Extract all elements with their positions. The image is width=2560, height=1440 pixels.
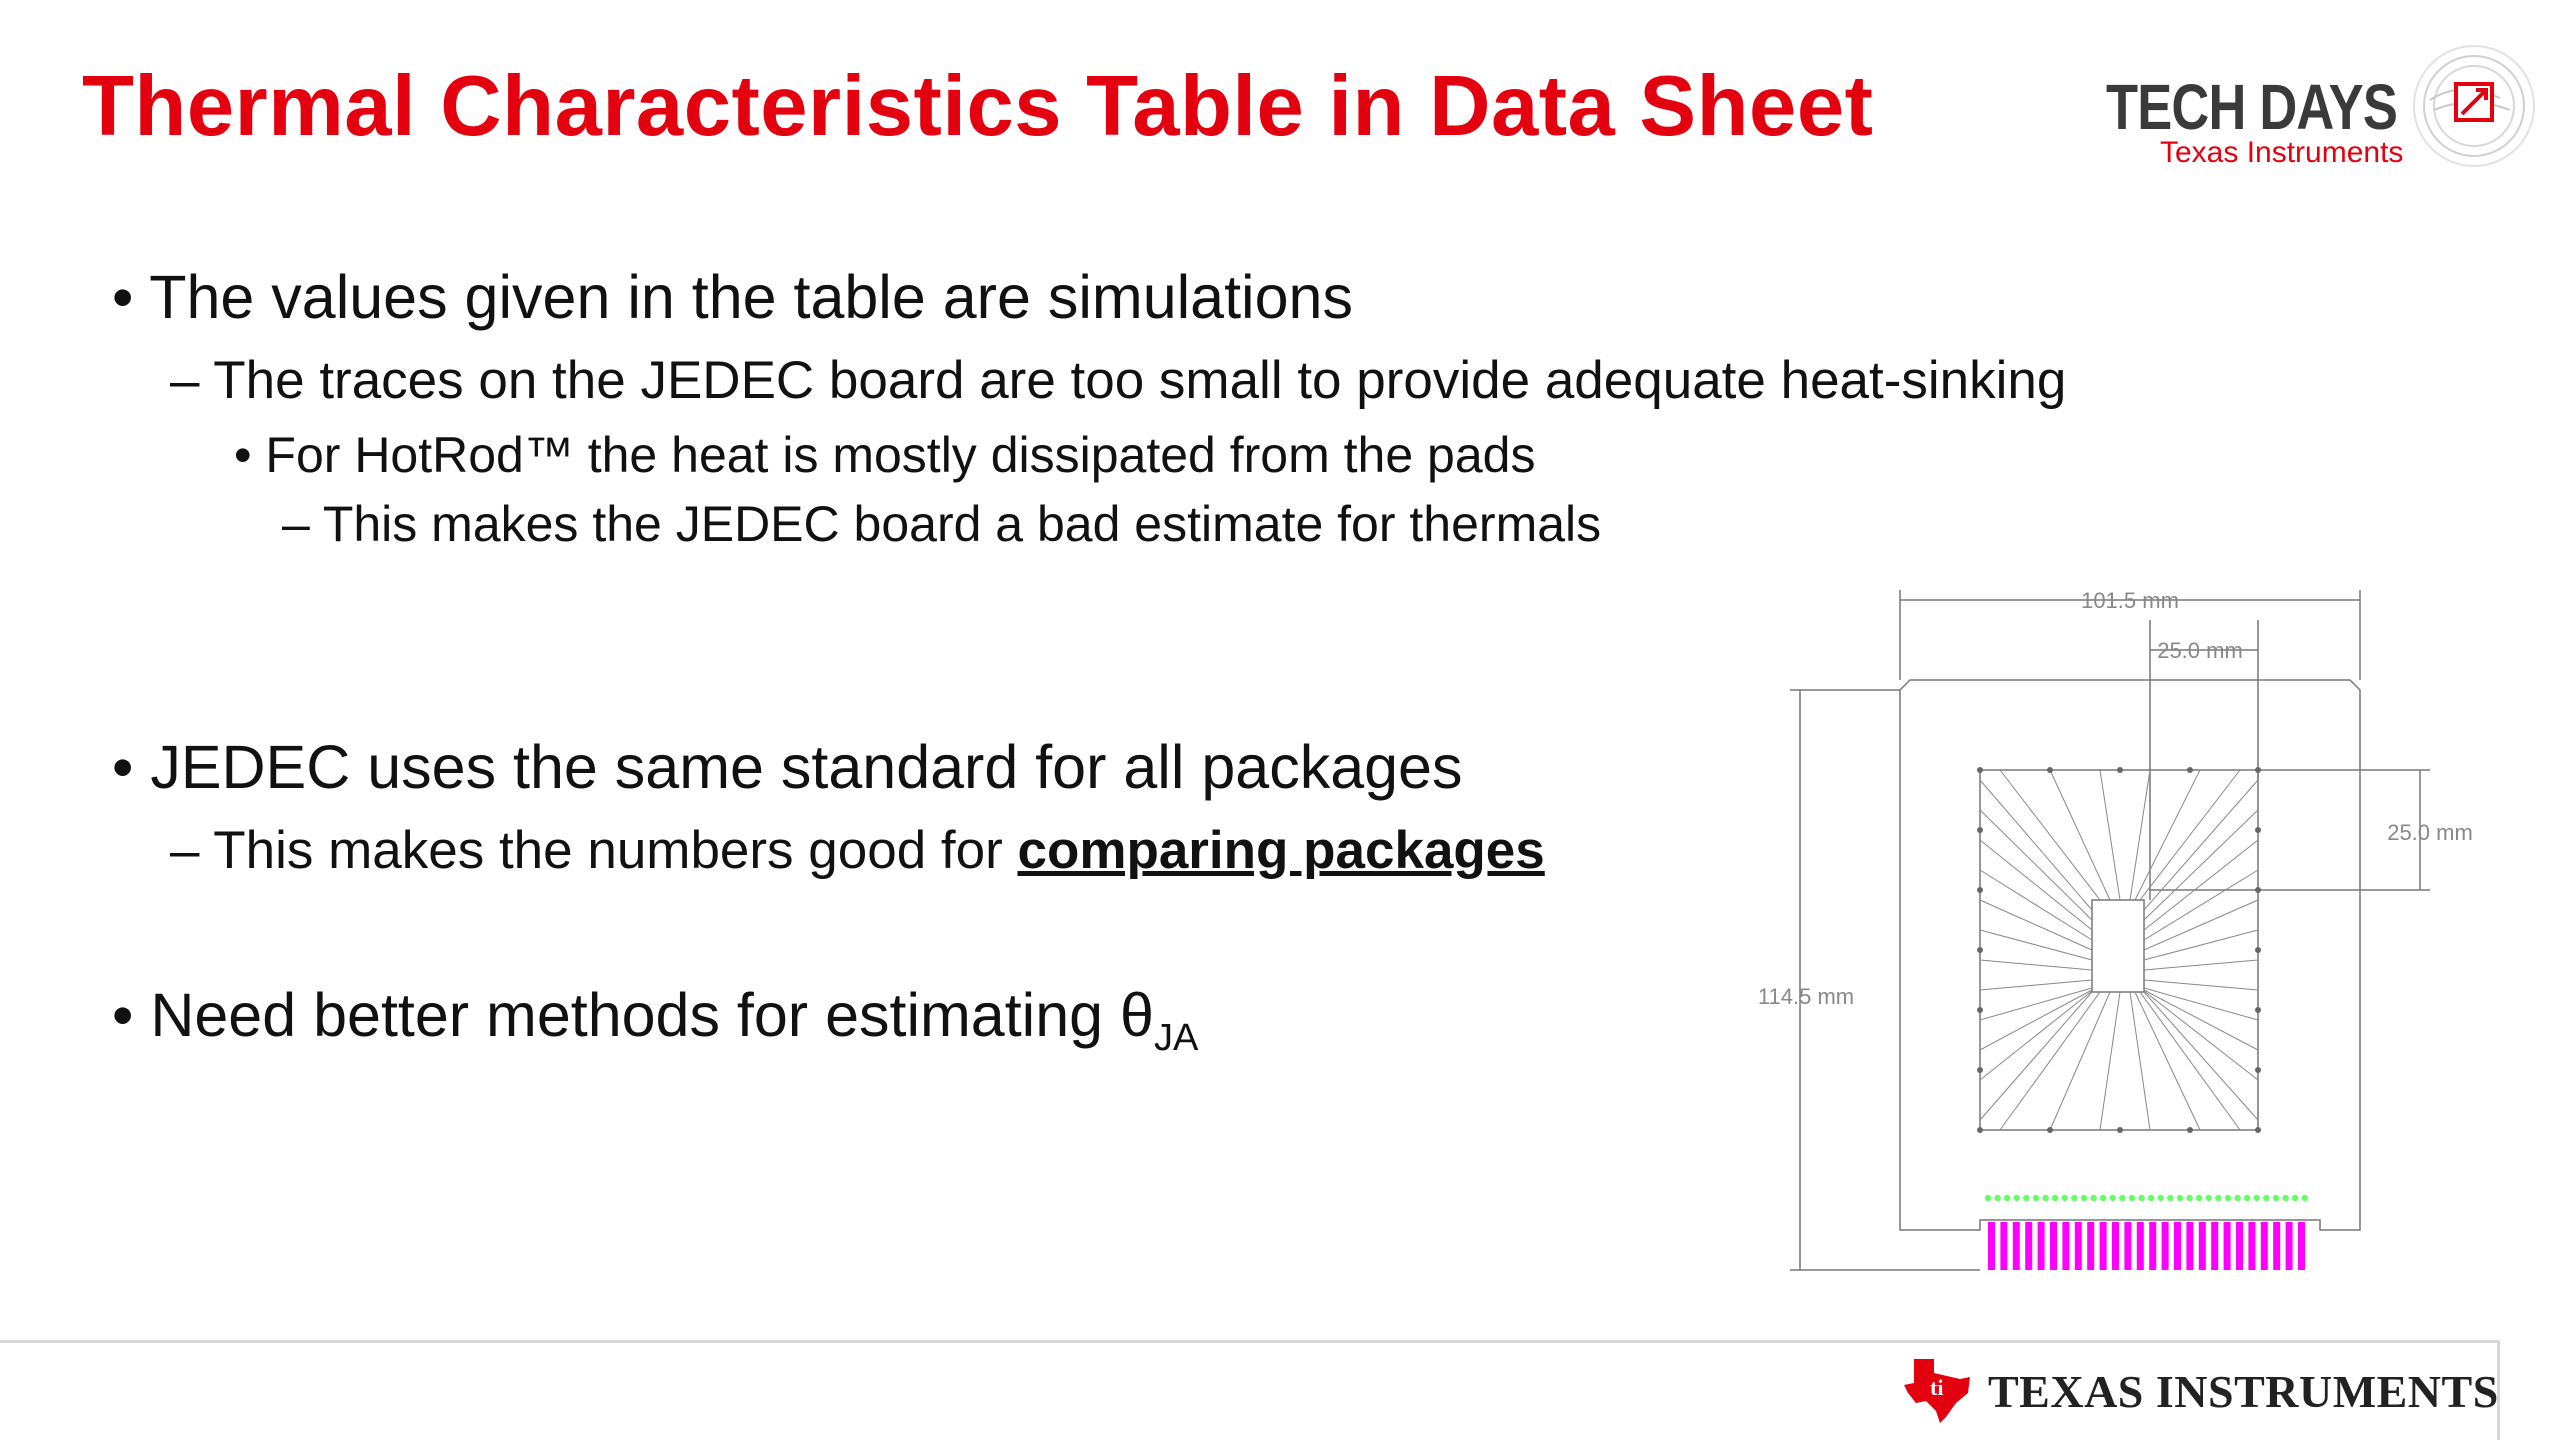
connector-dot bbox=[2186, 1195, 2192, 1201]
connector-pin bbox=[2038, 1222, 2045, 1270]
connector-dot bbox=[2167, 1195, 2173, 1201]
connector-dot bbox=[2196, 1195, 2202, 1201]
bullet-marker: • bbox=[112, 263, 134, 331]
board-height-label: 114.5 mm bbox=[1757, 984, 1855, 1009]
dash-marker: – bbox=[170, 821, 200, 880]
bullet-3 bbox=[112, 980, 1198, 1060]
connector-pin bbox=[2050, 1222, 2057, 1270]
connector-dot bbox=[2014, 1195, 2020, 1201]
bullet-2-sub bbox=[170, 820, 1545, 881]
connector-dot bbox=[2148, 1195, 2154, 1201]
connector-dot bbox=[2023, 1195, 2029, 1201]
connector-pin bbox=[2062, 1222, 2069, 1270]
connector-dot bbox=[2052, 1195, 2058, 1201]
connector-pin bbox=[2000, 1222, 2007, 1270]
board-top-offset-label: 25.0 mm bbox=[2157, 638, 2243, 663]
connector-pin bbox=[2100, 1222, 2107, 1270]
dash-marker: – bbox=[170, 351, 200, 410]
connector-dot bbox=[2215, 1195, 2221, 1201]
theta-subscript: JA bbox=[1153, 1017, 1199, 1059]
connector-dot bbox=[2225, 1195, 2231, 1201]
connector-dot bbox=[2081, 1195, 2087, 1201]
connector-dot bbox=[2110, 1195, 2116, 1201]
connector-pin bbox=[2087, 1222, 2094, 1270]
tech-days-logo-text: TECH DAYS bbox=[2106, 71, 2398, 143]
page-title: Thermal Characteristics Table in Data Sheet bbox=[82, 59, 1874, 154]
board-width-label: 101.5 mm bbox=[2081, 588, 2179, 613]
connector-pin bbox=[2013, 1222, 2020, 1270]
connector-dot bbox=[2177, 1195, 2183, 1201]
bullet-1-sub-text: The traces on the JEDEC board are too small to provide adequate heat-sinking bbox=[213, 351, 2067, 410]
texas-instruments-wordmark: TEXAS INSTRUMENTS bbox=[1988, 1366, 2499, 1417]
connector-dot bbox=[2100, 1195, 2106, 1201]
bullet-2 bbox=[112, 732, 1462, 802]
connector-dot bbox=[2282, 1195, 2288, 1201]
connector-dot bbox=[1985, 1195, 1991, 1201]
connector-dot bbox=[2292, 1195, 2298, 1201]
bullet-1-sub-sub bbox=[234, 426, 1535, 484]
comparing-packages-emphasis: comparing packages bbox=[1017, 821, 1545, 880]
svg-text:ti: ti bbox=[1930, 1375, 1944, 1400]
connector-dot bbox=[2042, 1195, 2048, 1201]
connector-dot bbox=[2090, 1195, 2096, 1201]
connector-dot bbox=[2254, 1195, 2260, 1201]
bullet-marker: • bbox=[112, 733, 134, 801]
jedec-board-diagram bbox=[1730, 570, 2490, 1290]
connector-pin bbox=[2186, 1222, 2193, 1270]
bullet-1-sub-sub-text: For HotRod™ the heat is mostly dissipated from the pads bbox=[265, 427, 1536, 483]
connector-dot bbox=[2071, 1195, 2077, 1201]
edge-connector-dots bbox=[1985, 1195, 2308, 1201]
connector-dot bbox=[2158, 1195, 2164, 1201]
connector-dot bbox=[2062, 1195, 2068, 1201]
connector-pin bbox=[2236, 1222, 2243, 1270]
connector-pin bbox=[2025, 1222, 2032, 1270]
dash-marker: – bbox=[282, 496, 310, 552]
connector-pin bbox=[2248, 1222, 2255, 1270]
connector-dot bbox=[2119, 1195, 2125, 1201]
tech-days-logo-subtitle: Texas Instruments bbox=[2160, 136, 2404, 169]
connector-pin bbox=[2199, 1222, 2206, 1270]
bullet-1-sub-sub-sub bbox=[282, 495, 1601, 553]
connector-pin bbox=[2174, 1222, 2181, 1270]
connector-dot bbox=[2263, 1195, 2269, 1201]
connector-pin bbox=[2273, 1222, 2280, 1270]
connector-dot bbox=[2244, 1195, 2250, 1201]
board-outline bbox=[1900, 680, 2360, 1230]
connector-dot bbox=[2234, 1195, 2240, 1201]
bullet-2-text: JEDEC uses the same standard for all packages bbox=[150, 733, 1463, 801]
board-right-offset-label: 25.0 mm bbox=[2387, 820, 2473, 845]
connector-dot bbox=[2033, 1195, 2039, 1201]
texas-state-icon bbox=[1900, 1355, 1976, 1425]
bullet-1 bbox=[112, 262, 1353, 332]
tech-days-logo bbox=[2100, 40, 2540, 180]
connector-pin bbox=[2112, 1222, 2119, 1270]
edge-connector-pins bbox=[1988, 1222, 2305, 1270]
trace-fanout bbox=[1980, 770, 2258, 1130]
trace-pads bbox=[1977, 767, 2261, 1133]
texas-instruments-logo bbox=[1900, 1355, 2499, 1425]
connector-pin bbox=[1988, 1222, 1995, 1270]
connector-pin bbox=[2211, 1222, 2218, 1270]
connector-pin bbox=[2075, 1222, 2082, 1270]
bullet-1-text: The values given in the table are simulations bbox=[149, 263, 1353, 331]
connector-pin bbox=[2298, 1222, 2305, 1270]
connector-pin bbox=[2124, 1222, 2131, 1270]
bullet-1-sub bbox=[170, 350, 2066, 411]
connector-dot bbox=[2129, 1195, 2135, 1201]
connector-dot bbox=[2138, 1195, 2144, 1201]
bullet-marker: • bbox=[112, 981, 134, 1049]
connector-pin bbox=[2224, 1222, 2231, 1270]
connector-dot bbox=[2273, 1195, 2279, 1201]
connector-pin bbox=[2137, 1222, 2144, 1270]
connector-dot bbox=[2302, 1195, 2308, 1201]
connector-pin bbox=[2162, 1222, 2169, 1270]
bullet-1-sub-sub-sub-text: This makes the JEDEC board a bad estimate for thermals bbox=[322, 496, 1602, 552]
connector-dot bbox=[2206, 1195, 2212, 1201]
bullet-2-sub-text: This makes the numbers good for bbox=[213, 821, 1018, 880]
connector-dot bbox=[2004, 1195, 2010, 1201]
bullet-3-text: Need better methods for estimating θ bbox=[150, 981, 1154, 1049]
connector-pin bbox=[2261, 1222, 2268, 1270]
connector-pin bbox=[2286, 1222, 2293, 1270]
connector-dot bbox=[1994, 1195, 2000, 1201]
connector-pin bbox=[2149, 1222, 2156, 1270]
tech-days-swirl-icon bbox=[2400, 40, 2540, 180]
bullet-marker: • bbox=[234, 427, 252, 483]
